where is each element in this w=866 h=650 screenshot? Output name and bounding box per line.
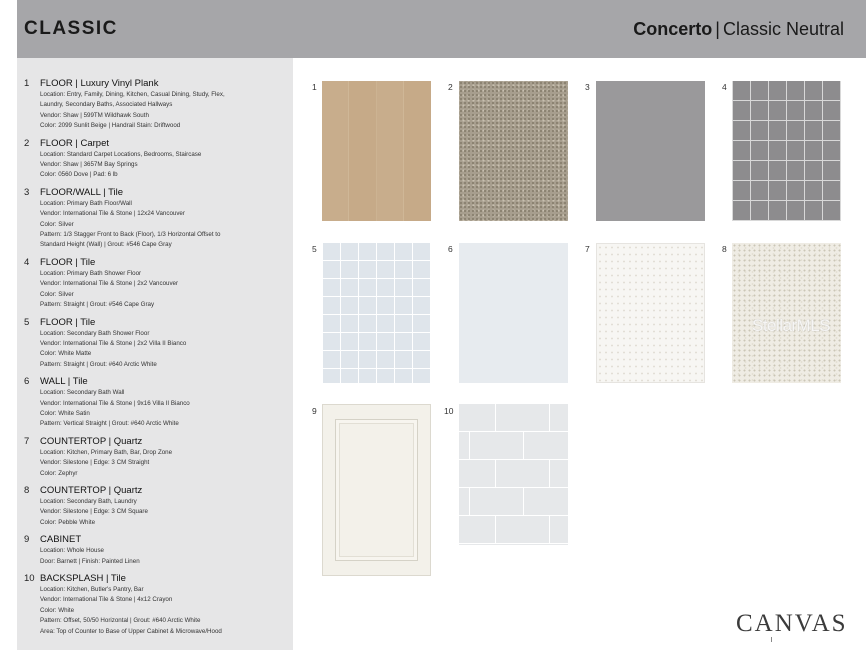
selection-title: CABINET [40,534,82,546]
selection-detail-line: Location: Kitchen, Butler's Pantry, Bar [40,586,144,593]
selection-detail-line: Standard Height (Wall) | Grout: #546 Cape Gray [40,241,172,249]
selection-detail-line: Location: Secondary Bath Wall [40,389,125,397]
canvas-logo: CANVAS [736,610,848,637]
selections-list [17,58,293,650]
swatch-number-7: 7 [585,244,590,254]
selection-detail-line: Location: Entry, Family, Dining, Kitchen, Casual Dining, Study, Flex, [40,91,225,98]
selection-title: BACKSPLASH | Tile [40,573,126,584]
selection-item [24,187,285,251]
selection-title: FLOOR | Tile [40,256,96,268]
swatch-quartz-zephyr [596,243,705,383]
selection-detail-line: Vendor: International Tile & Stone | 2x2 Vancouver [40,280,179,288]
selection-detail-line: Vendor: Shaw | 599TM Wildhawk South [40,111,149,119]
swatch-number-2: 2 [448,82,453,92]
selection-detail-line: Pattern: Offset, 50/50 Horizontal | Grout: #640 Arctic White [40,617,201,625]
collection-name: Concerto [633,18,713,39]
selection-detail-line: Location: Primary Bath Shower Floor [40,269,142,277]
selection-number: 3 [24,186,30,198]
selection-item [24,485,285,528]
swatch-cabinet-door [322,404,431,576]
swatch-secondary-shower-tile [322,243,431,383]
swatch-number-6: 6 [448,244,453,254]
selection-item [24,376,285,430]
logo-mark [771,637,772,642]
swatch-number-5: 5 [312,244,317,254]
selection-title: FLOOR | Tile [40,316,96,328]
selection-detail-line: Pattern: Vertical Straight | Grout: #640 Arctic White [40,420,179,428]
selection-number: 6 [24,376,30,388]
selection-number: 2 [24,137,30,149]
swatch-luxury-vinyl-plank [322,81,431,221]
selection-item [24,317,285,371]
selection-item [24,436,285,479]
selection-detail-line: Vendor: International Tile & Stone | 2x2 Villa II Bianco [40,339,187,347]
selection-detail-line: Door: Barnett | Finish: Painted Linen [40,557,140,565]
watermark: StellarMLS [752,316,831,335]
selection-number: 10 [24,573,35,584]
selection-details [40,257,285,311]
selection-detail-line: Color: White [40,606,75,614]
collection-separator: | [715,18,720,39]
selection-detail-line: Pattern: 1/3 Stagger Front to Back (Floor), 1/3 Horizontal Offset to [40,231,221,239]
selection-item [24,257,285,311]
swatch-number-3: 3 [585,82,590,92]
selection-detail-line: Vendor: International Tile & Stone | 4x12 Crayon [40,596,173,604]
selection-number: 9 [24,534,30,546]
selection-title: COUNTERTOP | Quartz [40,484,143,496]
selection-number: 4 [24,256,30,268]
selection-number: 8 [24,484,30,496]
swatch-number-9: 9 [312,406,317,416]
swatch-shower-floor-tile [732,81,841,221]
selection-details [40,317,285,371]
selection-details [40,485,285,528]
selection-detail-line: Location: Standard Carpet Locations, Bedrooms, Staircase [40,150,202,158]
selection-item [24,138,285,181]
selection-details [40,534,285,567]
selection-detail-line: Color: 2099 Sunlit Beige | Handrail Stain: Driftwood [40,122,181,130]
swatch-wall-tile [459,243,568,383]
selection-detail-line: Color: White Matte [40,350,92,358]
selection-detail-line: Pattern: Straight | Grout: #546 Cape Gray [40,301,155,309]
swatch-carpet [459,81,568,221]
selection-title: COUNTERTOP | Quartz [40,435,143,447]
brand-title: CLASSIC [24,18,118,39]
selection-detail-line: Location: Kitchen, Primary Bath, Bar, Drop Zone [40,448,173,456]
selection-detail-line: Color: Silver [40,290,74,298]
selection-details [40,78,285,132]
selection-details [40,138,285,181]
selection-title: FLOOR/WALL | Tile [40,186,124,198]
selection-number: 7 [24,435,30,447]
selection-detail-line: Location: Secondary Bath, Laundry [40,497,137,505]
selection-title: WALL | Tile [40,376,88,388]
selection-title: FLOOR | Carpet [40,137,109,149]
selection-detail-line: Color: Silver [40,220,74,228]
selection-item [24,78,285,132]
selection-detail-line: Vendor: International Tile & Stone | 9x16 Villa II Bianco [40,399,190,407]
collection-style: Classic Neutral [722,18,844,39]
cabinet-door-panel [335,419,418,561]
selection-detail-line: Vendor: Silestone | Edge: 3 CM Square [40,508,148,516]
selection-detail-line: Vendor: Silestone | Edge: 3 CM Straight [40,459,150,467]
selection-details [40,187,285,251]
selection-details [40,376,285,430]
swatch-number-10: 10 [444,406,454,416]
selection-details [40,436,285,479]
selection-detail-line: Color: 0560 Dove | Pad: 6 lb [40,171,118,179]
selection-detail-line: Location: Secondary Bath Shower Floor [40,329,150,337]
selection-item [24,573,285,637]
swatch-quartz-pebble-white [732,243,841,383]
selection-detail-line: Vendor: Shaw | 3657M Bay Springs [40,161,138,169]
selection-detail-line: Location: Whole House [40,547,104,555]
selection-details [40,573,285,637]
selection-detail-line: Color: Zephyr [40,469,78,477]
header-bar [17,0,866,58]
selection-detail-line: Color: Pebble White [40,518,96,526]
swatch-number-4: 4 [722,82,727,92]
selection-detail-line: Pattern: Straight | Grout: #640 Arctic White [40,360,157,368]
selection-detail-line: Vendor: International Tile & Stone | 12x24 Vancouver [40,210,185,218]
selection-detail-line: Location: Primary Bath Floor/Wall [40,199,132,207]
swatch-floor-wall-tile [596,81,705,221]
swatch-backsplash-tile [459,404,568,545]
selection-detail-line: Color: White Satin [40,409,90,417]
swatch-number-8: 8 [722,244,727,254]
selection-item [24,534,285,567]
selection-detail-line: Area: Top of Counter to Base of Upper Cabinet & Microwave/Hood [40,627,222,635]
selection-number: 5 [24,316,30,328]
selection-detail-line: Laundry, Secondary Baths, Associated Hallways [40,101,173,109]
swatch-number-1: 1 [312,82,317,92]
collection-title [633,19,844,40]
selection-title: FLOOR | Luxury Vinyl Plank [40,78,159,89]
selection-number: 1 [24,78,30,89]
